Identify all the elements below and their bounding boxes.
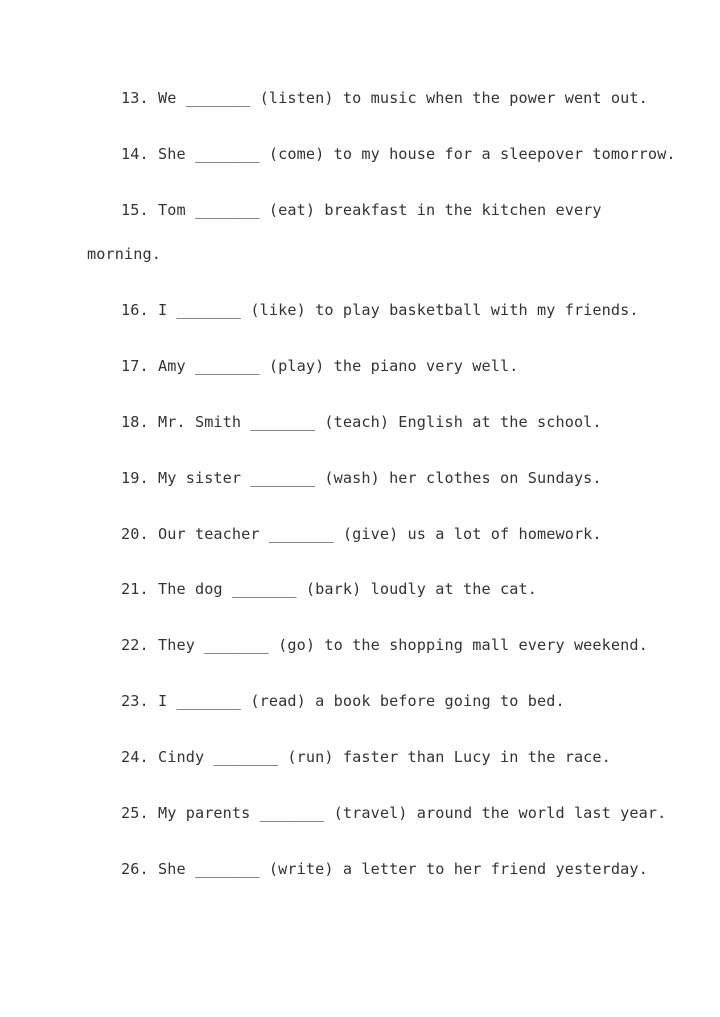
exercise-item-22: 22. They _______ (go) to the shopping mall every weekend. (121, 636, 648, 654)
exercise-item-17: 17. Amy _______ (play) the piano very well. (121, 357, 519, 375)
exercise-item-21: 21. The dog _______ (bark) loudly at the cat. (121, 580, 537, 598)
exercise-item-23: 23. I _______ (read) a book before going to bed. (121, 692, 565, 710)
exercise-item-19: 19. My sister _______ (wash) her clothes on Sundays. (121, 469, 602, 487)
exercise-item-13: 13. We _______ (listen) to music when the power went out. (121, 89, 648, 107)
exercise-item-15-continuation: morning. (87, 245, 161, 263)
exercise-item-18: 18. Mr. Smith _______ (teach) English at the school. (121, 413, 602, 431)
exercise-item-26: 26. She _______ (write) a letter to her friend yesterday. (121, 860, 648, 878)
exercise-item-20: 20. Our teacher _______ (give) us a lot of homework. (121, 525, 602, 543)
exercise-item-15: 15. Tom _______ (eat) breakfast in the kitchen every (121, 201, 602, 219)
exercise-item-16: 16. I _______ (like) to play basketball with my friends. (121, 301, 639, 319)
exercise-item-14: 14. She _______ (come) to my house for a sleepover tomorrow. (121, 145, 676, 163)
exercise-item-24: 24. Cindy _______ (run) faster than Lucy in the race. (121, 748, 611, 766)
exercise-item-25: 25. My parents _______ (travel) around the world last year. (121, 804, 667, 822)
